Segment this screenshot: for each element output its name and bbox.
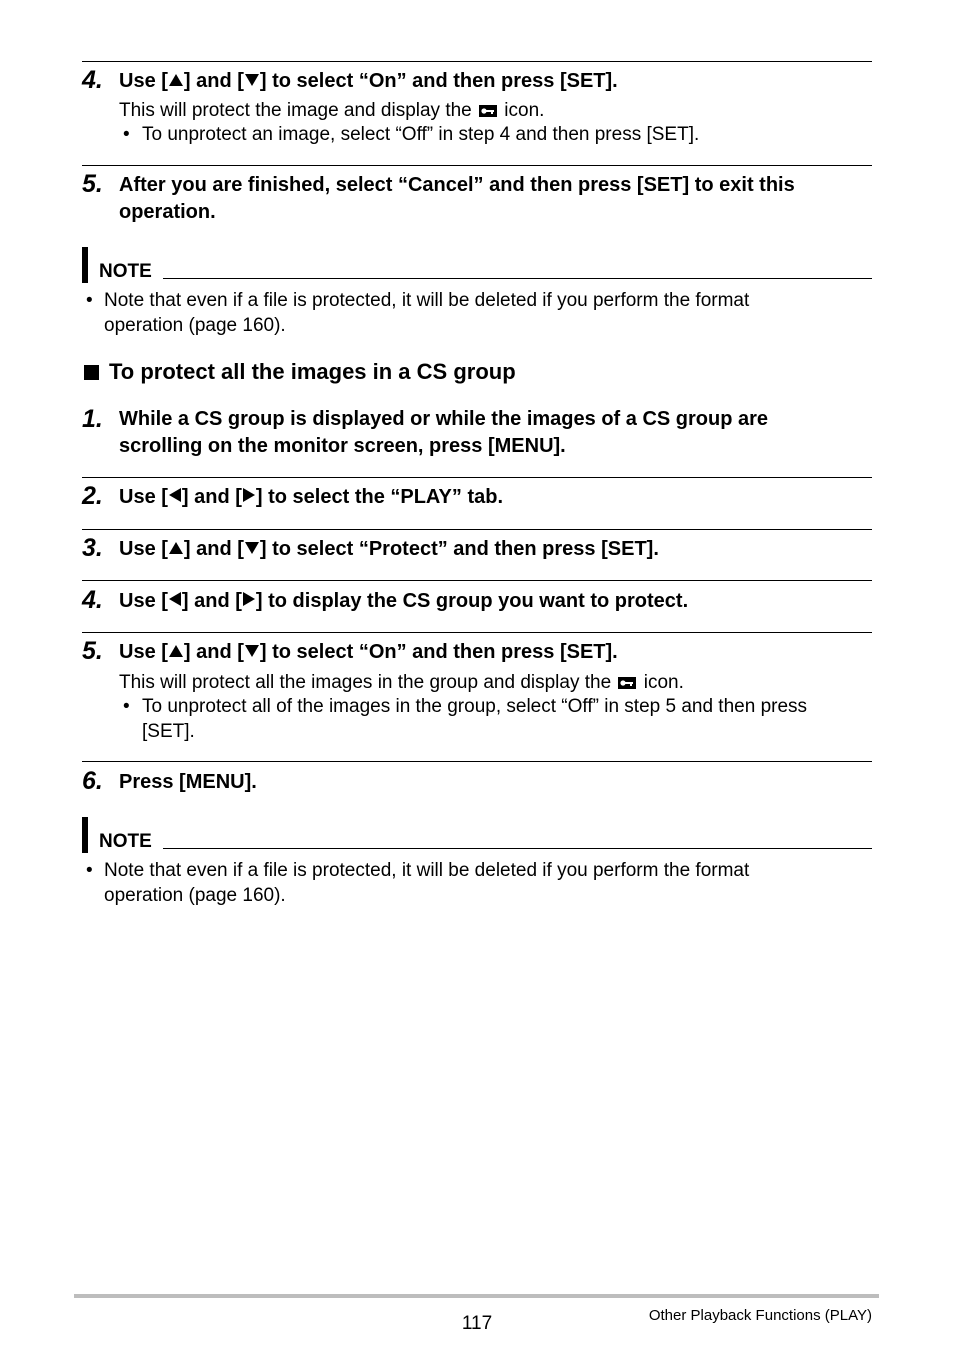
step-title-line: operation. bbox=[119, 201, 216, 223]
step-divider bbox=[82, 632, 872, 633]
step-bullet-text: To unprotect an image, select “Off” in step 4 and then press [SET]. bbox=[142, 124, 700, 145]
note-text-line: operation (page 160). bbox=[104, 885, 286, 906]
step-body: This will protect the image and display the icon. bbox=[119, 100, 545, 121]
footer-section-label: Other Playback Functions (PLAY) bbox=[648, 1307, 872, 1324]
step-number: 4. bbox=[82, 586, 103, 614]
step-bullet-text: To unprotect all of the images in the group, select “Off” in step 5 and then press bbox=[142, 696, 808, 717]
step-title: Use [ ] and [ ] to display the CS group you want to protect. bbox=[119, 590, 689, 612]
step-body: This will protect all the images in the group and display the icon. bbox=[119, 672, 684, 693]
step-title: Use [ ] and [ ] to select the “PLAY” tab. bbox=[119, 486, 503, 508]
step-title-line: scrolling on the monitor screen, press [MENU]. bbox=[119, 435, 566, 457]
step-number: 2. bbox=[82, 482, 103, 510]
down-triangle-icon bbox=[244, 541, 260, 555]
note-text-line: operation (page 160). bbox=[104, 315, 286, 336]
right-triangle-icon bbox=[242, 487, 256, 503]
step-number: 5. bbox=[82, 170, 103, 198]
step-divider bbox=[82, 580, 872, 581]
page-number: 117 bbox=[461, 1313, 493, 1334]
up-triangle-icon bbox=[168, 73, 184, 87]
bullet-icon: • bbox=[123, 696, 130, 717]
protect-key-icon bbox=[618, 677, 636, 689]
note-label: NOTE bbox=[99, 261, 152, 282]
footer-divider bbox=[74, 1294, 879, 1298]
note-text-line: Note that even if a file is protected, it will be deleted if you perform the format bbox=[104, 290, 750, 311]
step-title-line: While a CS group is displayed or while the images of a CS group are bbox=[119, 408, 769, 430]
up-triangle-icon bbox=[168, 644, 184, 658]
down-triangle-icon bbox=[244, 644, 260, 658]
note-label: NOTE bbox=[99, 831, 152, 852]
section-heading: To protect all the images in a CS group bbox=[84, 359, 516, 385]
note-divider bbox=[163, 278, 872, 279]
bullet-icon: • bbox=[123, 124, 130, 145]
left-triangle-icon bbox=[168, 487, 182, 503]
step-number: 1. bbox=[82, 405, 103, 433]
step-title: Use [ ] and [ ] to select “Protect” and then press [SET]. bbox=[119, 538, 659, 560]
note-bar bbox=[82, 817, 88, 853]
note-divider bbox=[163, 848, 872, 849]
step-bullet-text: [SET]. bbox=[142, 721, 195, 742]
down-triangle-icon bbox=[244, 73, 260, 87]
step-divider bbox=[82, 761, 872, 762]
top-divider bbox=[82, 61, 872, 62]
step-title: Press [MENU]. bbox=[119, 771, 257, 793]
bullet-icon: • bbox=[86, 290, 93, 311]
step-title: Use [ ] and [ ] to select “On” and then press [SET]. bbox=[119, 70, 618, 92]
step-title: Use [ ] and [ ] to select “On” and then press [SET]. bbox=[119, 641, 618, 663]
step-number: 3. bbox=[82, 534, 103, 562]
up-triangle-icon bbox=[168, 541, 184, 555]
protect-key-icon bbox=[479, 105, 497, 117]
step-number: 6. bbox=[82, 767, 103, 795]
left-triangle-icon bbox=[168, 591, 182, 607]
step-number: 5. bbox=[82, 637, 103, 665]
step-number: 4. bbox=[82, 66, 103, 94]
step-title-line: After you are finished, select “Cancel” and then press [SET] to exit this bbox=[119, 174, 795, 196]
step-divider bbox=[82, 165, 872, 166]
square-bullet-icon bbox=[84, 365, 99, 380]
note-text-line: Note that even if a file is protected, it will be deleted if you perform the format bbox=[104, 860, 750, 881]
bullet-icon: • bbox=[86, 860, 93, 881]
step-divider bbox=[82, 529, 872, 530]
note-bar bbox=[82, 247, 88, 283]
right-triangle-icon bbox=[242, 591, 256, 607]
step-divider bbox=[82, 477, 872, 478]
